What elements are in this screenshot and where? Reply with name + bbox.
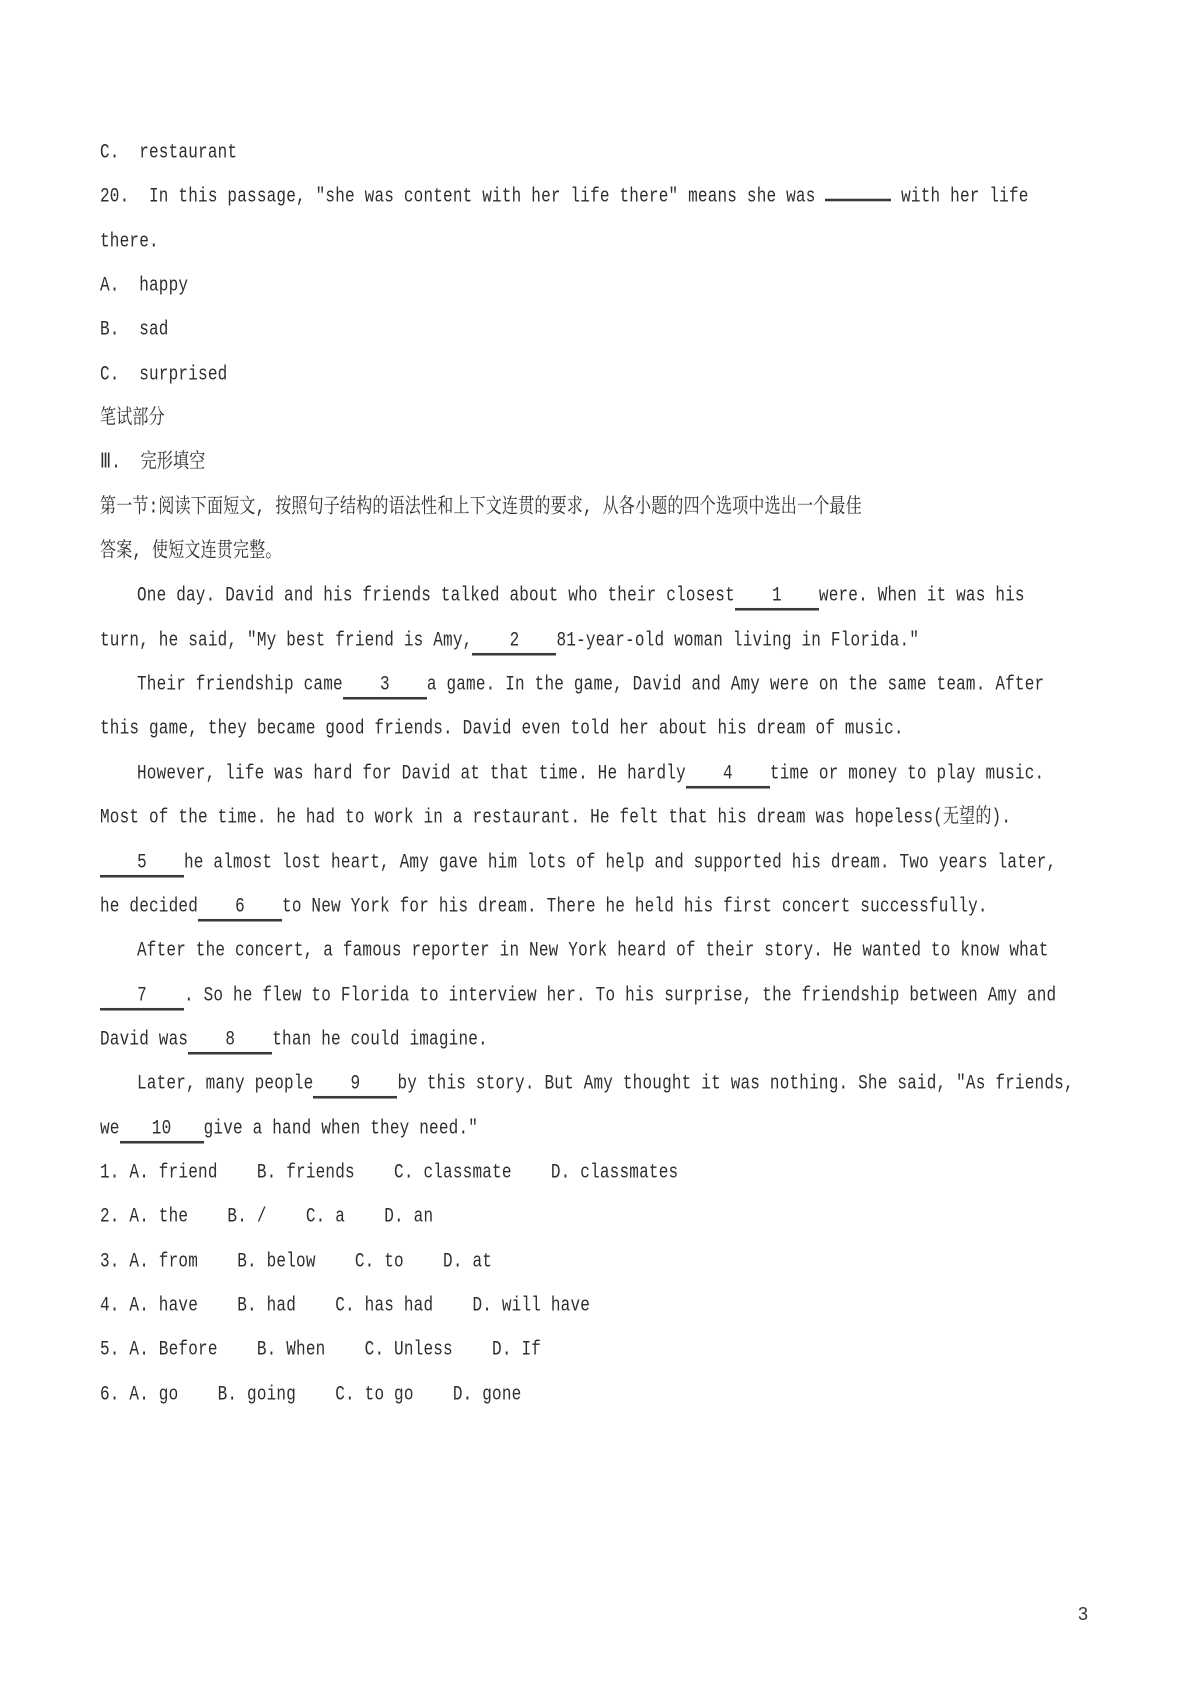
text-line [100, 1366, 1170, 1423]
text-segment: 笔试部分 [100, 406, 165, 430]
cloze-blank-9: 9 [313, 1072, 397, 1099]
text-segment: 第一节:阅读下面短文, 按照句子结构的语法性和上下文连贯的要求, 从各小题的四个选项中选出一个最佳 [100, 495, 862, 519]
text-segment: he almost lost heart, Amy gave him lots of help and supported his dream. Two years later, [184, 850, 1057, 874]
text-segment: However, life was hard for David at that time. He hardly [137, 761, 686, 785]
text-segment: David was [100, 1027, 189, 1051]
text-segment: One day. David and his friends talked about who their closest [137, 584, 735, 608]
text-segment: 20. In this passage, "she was content with her life there" means she was [100, 184, 826, 209]
text-segment: C. restaurant [100, 140, 238, 164]
text-segment: this game, they became good friends. David even told her about his dream of music. [100, 717, 904, 741]
text-segment: . So he flew to Florida to interview her. To his surprise, the friendship between Amy and [184, 983, 1057, 1007]
answer-blank [825, 181, 891, 201]
text-segment: Ⅲ. 完形填空 [100, 451, 206, 475]
text-segment: turn, he said, "My best friend is Amy, [100, 628, 473, 652]
cloze-blank-6: 6 [198, 894, 282, 921]
text-segment: to New York for his dream. There he held his first concert successfully. [282, 894, 988, 918]
cloze-blank-5: 5 [100, 850, 184, 877]
text-segment: 3. A. from B. below C. to D. at [100, 1249, 493, 1273]
text-segment: give a hand when they need." [203, 1116, 479, 1140]
cloze-blank-8: 8 [188, 1028, 272, 1055]
text-segment: After the concert, a famous reporter in New York heard of their story. He wanted to know what [137, 938, 1049, 962]
text-segment: B. sad [100, 318, 169, 342]
cloze-blank-10: 10 [120, 1116, 204, 1143]
text-segment: 4. A. have B. had C. has had D. will have [100, 1293, 591, 1317]
text-segment: C. surprised [100, 362, 228, 386]
text-segment: by this story. But Amy thought it was nothing. She said, "As friends, [397, 1071, 1074, 1095]
page-number: 3 [1078, 1604, 1089, 1624]
text-segment: 2. A. the B. / C. a D. an [100, 1204, 434, 1228]
text-segment: Most of the time. he had to work in a restaurant. He felt that his dream was hopeless(无望的). [100, 805, 1012, 829]
text-segment: 81-year-old woman living in Florida." [556, 628, 920, 652]
text-segment: there. [100, 229, 159, 253]
text-segment: a game. In the game, David and Amy were on the same team. After [426, 672, 1045, 696]
text-segment: time or money to play music. [769, 761, 1045, 785]
text-segment: he decided [100, 894, 199, 918]
text-segment: 6. A. go B. going C. to go D. gone [100, 1382, 522, 1406]
cloze-blank-4: 4 [686, 761, 770, 788]
text-segment: 5. A. Before B. When C. Unless D. If [100, 1337, 542, 1361]
text-segment: with her life [891, 184, 1029, 209]
document-lines [100, 124, 1170, 1410]
text-segment: we [100, 1116, 120, 1140]
text-segment: A. happy [100, 273, 189, 297]
cloze-blank-7: 7 [100, 983, 184, 1010]
cloze-blank-1: 1 [735, 584, 819, 611]
text-segment: were. When it was his [818, 584, 1025, 608]
text-segment: than he could imagine. [272, 1027, 488, 1051]
cloze-blank-3: 3 [343, 673, 427, 700]
cloze-blank-2: 2 [472, 628, 556, 655]
text-segment: 答案, 使短文连贯完整。 [100, 539, 282, 563]
text-segment: Their friendship came [137, 672, 343, 696]
text-segment: 1. A. friend B. friends C. classmate D. classmates [100, 1160, 679, 1184]
text-segment: Later, many people [137, 1071, 314, 1095]
